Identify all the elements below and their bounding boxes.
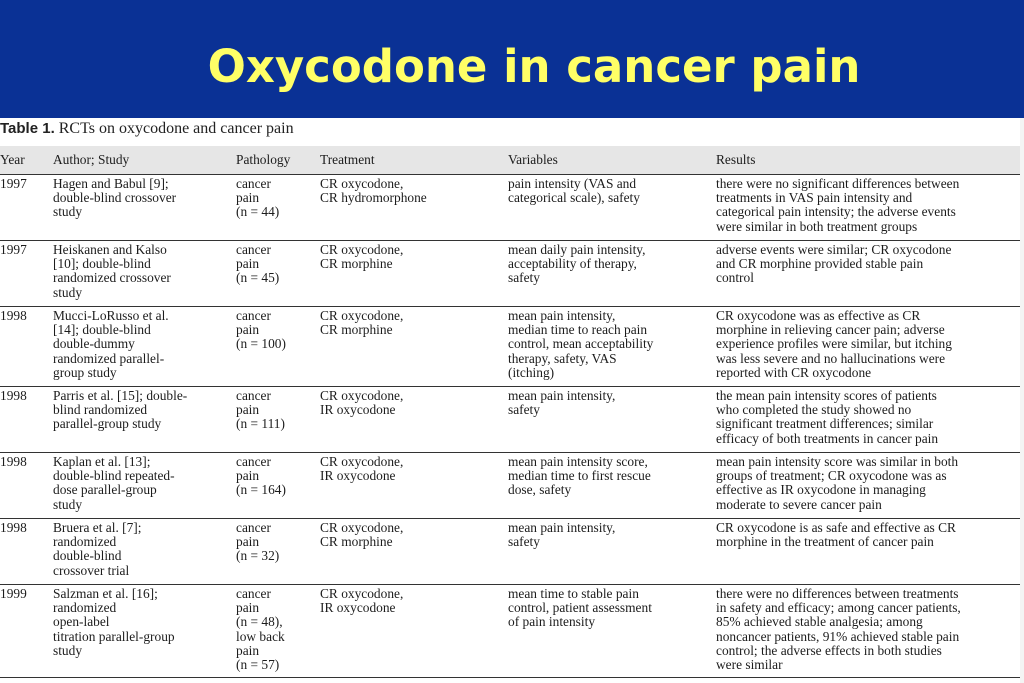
cell-year: 1998 bbox=[0, 519, 53, 585]
cell-year: 1997 bbox=[0, 241, 53, 307]
cell-pathology: cancer pain (n = 45) bbox=[236, 241, 320, 307]
cell-variables: mean time to stable pain control, patient assessment of pain intensity bbox=[508, 585, 716, 678]
table-caption-text: RCTs on oxycodone and cancer pain bbox=[54, 120, 294, 137]
header-author-study: Author; Study bbox=[53, 146, 236, 175]
cell-variables: mean daily pain intensity, acceptability of therapy, safety bbox=[508, 241, 716, 307]
cell-variables: mean pain intensity, median time to reach pain control, mean acceptability therapy, safety, VAS (itching) bbox=[508, 307, 716, 387]
cell-year: 1998 bbox=[0, 387, 53, 453]
cell-pathology: cancer pain (n = 164) bbox=[236, 453, 320, 519]
table-header-row bbox=[0, 146, 1020, 175]
cell-results: CR oxycodone is as safe and effective as CR morphine in the treatment of cancer pain bbox=[716, 519, 1020, 585]
cell-results: the mean pain intensity scores of patients who completed the study showed no significant treatment differences; similar efficacy of both treatments in cancer pain bbox=[716, 387, 1020, 453]
cell-year: 1998 bbox=[0, 453, 53, 519]
cell-treatment: CR oxycodone, CR morphine bbox=[320, 519, 508, 585]
cell-pathology: cancer pain (n = 100) bbox=[236, 307, 320, 387]
cell-year: 1999 bbox=[0, 585, 53, 678]
cell-variables: mean pain intensity, safety bbox=[508, 519, 716, 585]
cell-results: adverse events were similar; CR oxycodone and CR morphine provided stable pain control bbox=[716, 241, 1020, 307]
table-caption bbox=[0, 118, 294, 140]
header-results: Results bbox=[716, 146, 1020, 175]
table-row bbox=[0, 387, 1020, 453]
cell-author-study: Parris et al. [15]; double- blind randomized parallel-group study bbox=[53, 387, 236, 453]
table-row bbox=[0, 175, 1020, 241]
cell-treatment: CR oxycodone, IR oxycodone bbox=[320, 387, 508, 453]
cell-pathology: cancer pain (n = 48), low back pain (n = 57) bbox=[236, 585, 320, 678]
header-variables: Variables bbox=[508, 146, 716, 175]
cell-pathology: cancer pain (n = 44) bbox=[236, 175, 320, 241]
cell-pathology: cancer pain (n = 111) bbox=[236, 387, 320, 453]
table-caption-label: Table 1. bbox=[0, 120, 55, 137]
table-row bbox=[0, 307, 1020, 387]
table-row bbox=[0, 453, 1020, 519]
page-edge bbox=[1020, 118, 1024, 683]
cell-author-study: Kaplan et al. [13]; double-blind repeated- dose parallel-group study bbox=[53, 453, 236, 519]
cell-treatment: CR oxycodone, IR oxycodone bbox=[320, 453, 508, 519]
table-row bbox=[0, 519, 1020, 585]
cell-results: mean pain intensity score was similar in both groups of treatment; CR oxycodone was as effective as IR oxycodone in managing moderate to severe cancer pain bbox=[716, 453, 1020, 519]
cell-treatment: CR oxycodone, CR morphine bbox=[320, 307, 508, 387]
cell-variables: mean pain intensity, safety bbox=[508, 387, 716, 453]
header-treatment: Treatment bbox=[320, 146, 508, 175]
cell-author-study: Hagen and Babul [9]; double-blind crossover study bbox=[53, 175, 236, 241]
cell-treatment: CR oxycodone, IR oxycodone bbox=[320, 585, 508, 678]
cell-treatment: CR oxycodone, CR morphine bbox=[320, 241, 508, 307]
cell-results: there were no differences between treatments in safety and efficacy; among cancer patients, 85% achieved stable analgesia; among noncancer patients, 91% achieved stable pain control; the adverse effects in both studies were similar bbox=[716, 585, 1020, 678]
cell-variables: mean pain intensity score, median time to first rescue dose, safety bbox=[508, 453, 716, 519]
cell-variables: pain intensity (VAS and categorical scale), safety bbox=[508, 175, 716, 241]
cell-results: CR oxycodone was as effective as CR morphine in relieving cancer pain; adverse experience profiles were similar, but itching was less severe and no hallucinations were reported with CR oxycodone bbox=[716, 307, 1020, 387]
cell-results: there were no significant differences between treatments in VAS pain intensity and categorical pain intensity; the adverse events were similar in both treatment groups bbox=[716, 175, 1020, 241]
header-year: Year bbox=[0, 146, 53, 175]
table-row bbox=[0, 585, 1020, 678]
header-pathology: Pathology bbox=[236, 146, 320, 175]
rct-table bbox=[0, 146, 1020, 678]
cell-year: 1997 bbox=[0, 175, 53, 241]
cell-author-study: Bruera et al. [7]; randomized double-blind crossover trial bbox=[53, 519, 236, 585]
cell-author-study: Mucci-LoRusso et al. [14]; double-blind double-dummy randomized parallel- group study bbox=[53, 307, 236, 387]
cell-author-study: Heiskanen and Kalso [10]; double-blind randomized crossover study bbox=[53, 241, 236, 307]
cell-author-study: Salzman et al. [16]; randomized open-label titration parallel-group study bbox=[53, 585, 236, 678]
cell-year: 1998 bbox=[0, 307, 53, 387]
slide-title: Oxycodone in cancer pain bbox=[207, 40, 861, 93]
table-row bbox=[0, 241, 1020, 307]
cell-treatment: CR oxycodone, CR hydromorphone bbox=[320, 175, 508, 241]
cell-pathology: cancer pain (n = 32) bbox=[236, 519, 320, 585]
